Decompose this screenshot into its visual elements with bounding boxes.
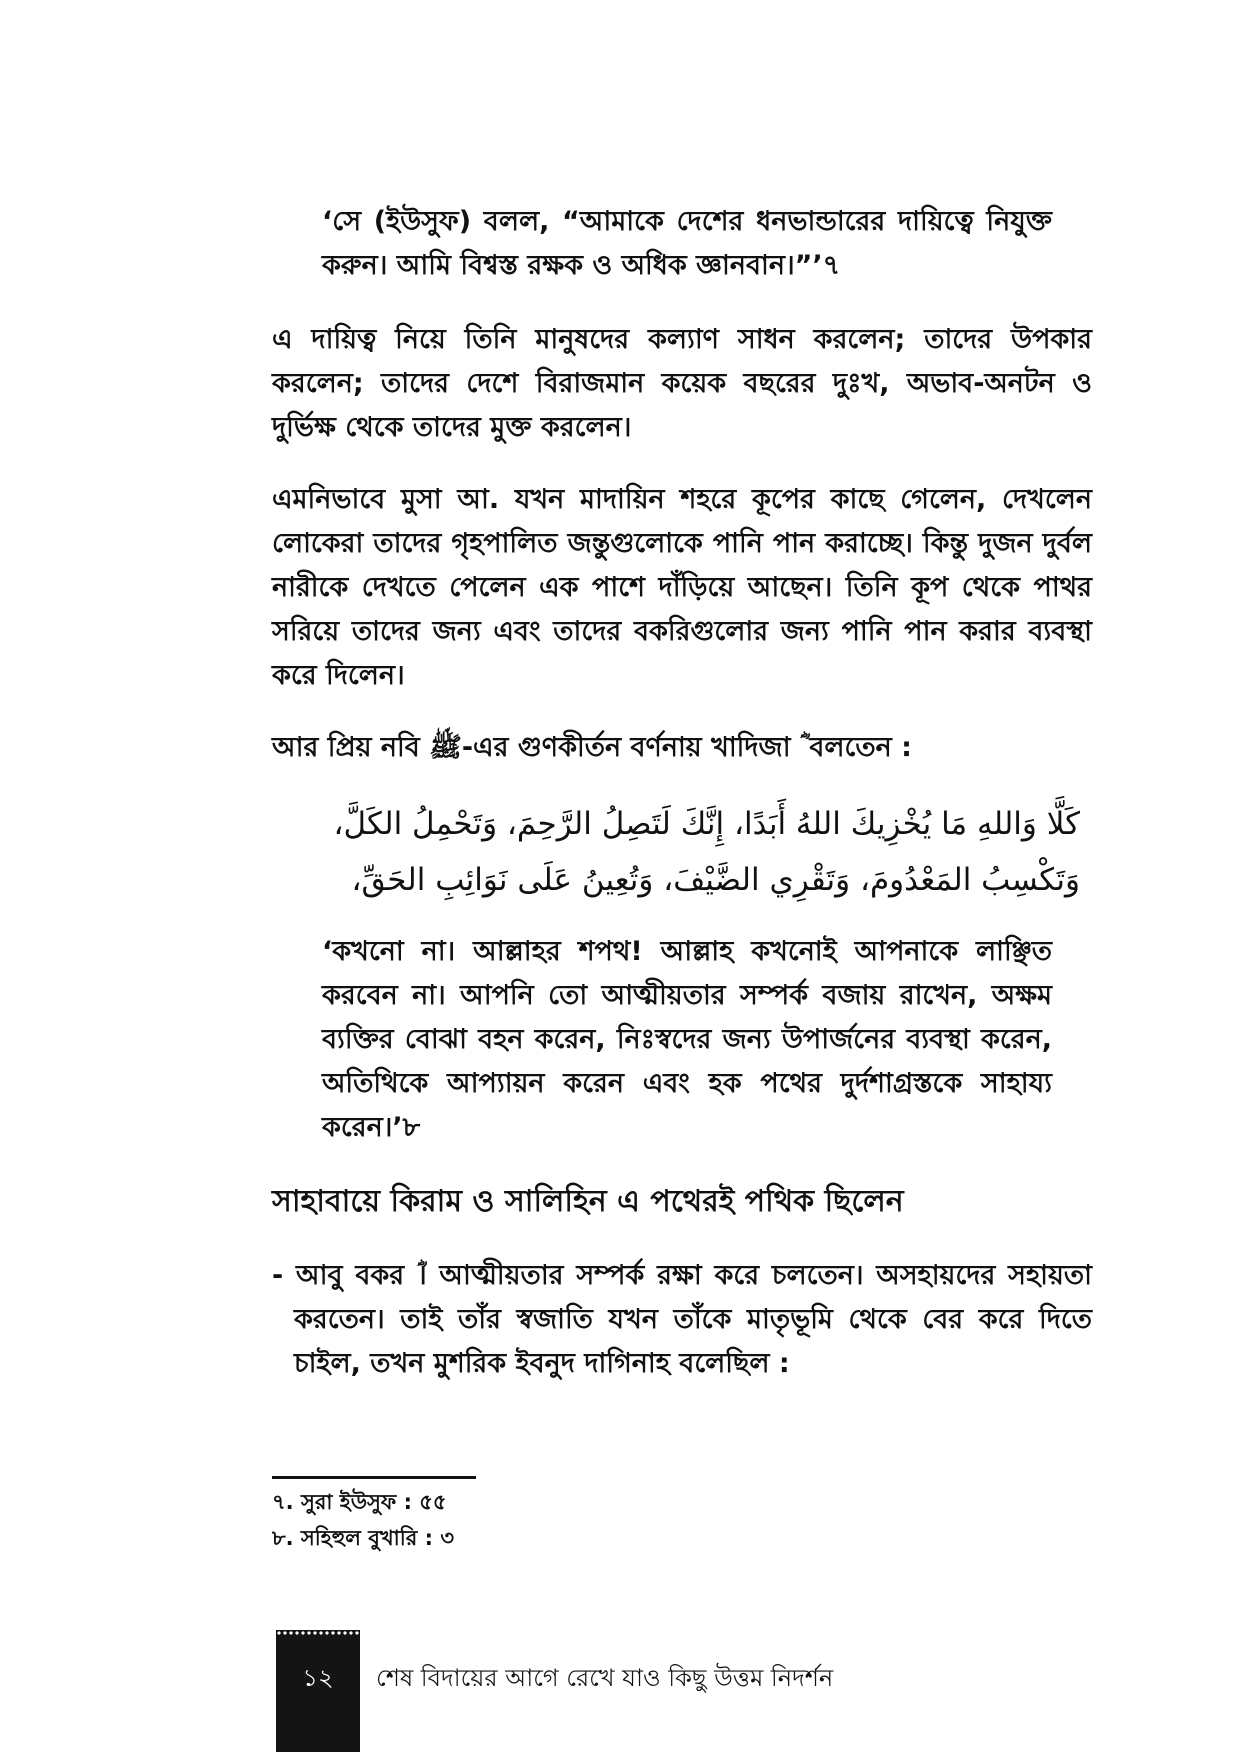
page-number: ১২ (302, 1664, 334, 1692)
section-heading: সাহাবায়ে কিরাম ও সালিহিন এ পথেরই পথিক ছিলেন (272, 1184, 904, 1219)
page-number-tab (276, 1630, 360, 1752)
quote-khadija-translation: ‘কখনো না। আল্লাহর শপথ! আল্লাহ কখনোই আপনাকে লাঞ্ছিত করবেন না। আপনি তো আত্মীয়তার সম্পর্ক বজায় রাখেন, অক্ষম ব্যক্তির বোঝা বহন করেন, নিঃস্বদের জন্য উপার্জনের ব্যবস্থা করেন, অতিথিকে আপ্যায়ন করেন এবং হক পথের দুর্দশাগ্রস্তকে সাহায্য করেন।’৮ (322, 936, 1052, 1143)
paragraph-musa: এমনিভাবে মুসা আ. যখন মাদায়িন শহরে কূপের কাছে গেলেন, দেখলেন লোকেরা তাদের গৃহপালিত জন্তুগুলোকে পানি পান করাচ্ছে। কিন্তু দুজন দুর্বল নারীকে দেখতে পেলেন এক পাশে দাঁড়িয়ে আছেন। তিনি কূপ থেকে পাথর সরিয়ে তাদের জন্য এবং তাদের বকরিগুলোর জন্য পানি পান করার ব্যবস্থা করে দিলেন। (272, 484, 1092, 691)
footnote-8: ৮. সহিহুল বুখারি : ৩ (272, 1526, 454, 1550)
decorative-dots (276, 1630, 360, 1638)
paragraph-yusuf-service: এ দায়িত্ব নিয়ে তিনি মানুষদের কল্যাণ সাধন করলেন; তাদের উপকার করলেন; তাদের দেশে বিরাজমান কয়েক বছরের দুঃখ, অভাব-অনটন ও দুর্ভিক্ষ থেকে তাদের মুক্ত করলেন। (272, 324, 1092, 443)
arabic-quote-line-2: وَتَكْسِبُ المَعْدُومَ، وَتَقْرِي الضَّيْفَ، وَتُعِينُ عَلَى نَوَائِبِ الحَقِّ، (351, 862, 1080, 898)
paragraph-khadija-intro: আর প্রিয় নবি ﷺ-এর গুণকীর্তন বর্ণনায় খাদিজা ؓ বলতেন : (272, 732, 912, 763)
running-footer-title: শেষ বিদায়ের আগে রেখে যাও কিছু উত্তম নিদর্শন (376, 1664, 834, 1692)
arabic-quote-line-1: كَلَّا وَاللهِ مَا يُخْزِيكَ اللهُ أَبَدًا، إِنَّكَ لَتَصِلُ الرَّحِمَ، وَتَحْمِلُ الكَلَّ، (333, 806, 1080, 842)
footnote-divider (272, 1476, 476, 1479)
footnote-7: ৭. সুরা ইউসুফ : ৫৫ (272, 1490, 447, 1514)
footnotes (272, 1484, 672, 1556)
list-item-abu-bakr: - আবু বকর ؓ। আত্মীয়তার সম্পর্ক রক্ষা করে চলতেন। অসহায়দের সহায়তা করতেন। তাই তাঁর স্বজাতি যখন তাঁকে মাতৃভূমি থেকে বের করে দিতে চাইল, তখন মুশরিক ইবনুদ দাগিনাহ বলেছিল : (272, 1260, 1092, 1379)
quote-yusuf: ‘সে (ইউসুফ) বলল, “আমাকে দেশের ধনভান্ডারের দায়িত্বে নিযুক্ত করুন। আমি বিশ্বস্ত রক্ষক ও অধিক জ্ঞানবান।”’৭ (322, 206, 1052, 281)
